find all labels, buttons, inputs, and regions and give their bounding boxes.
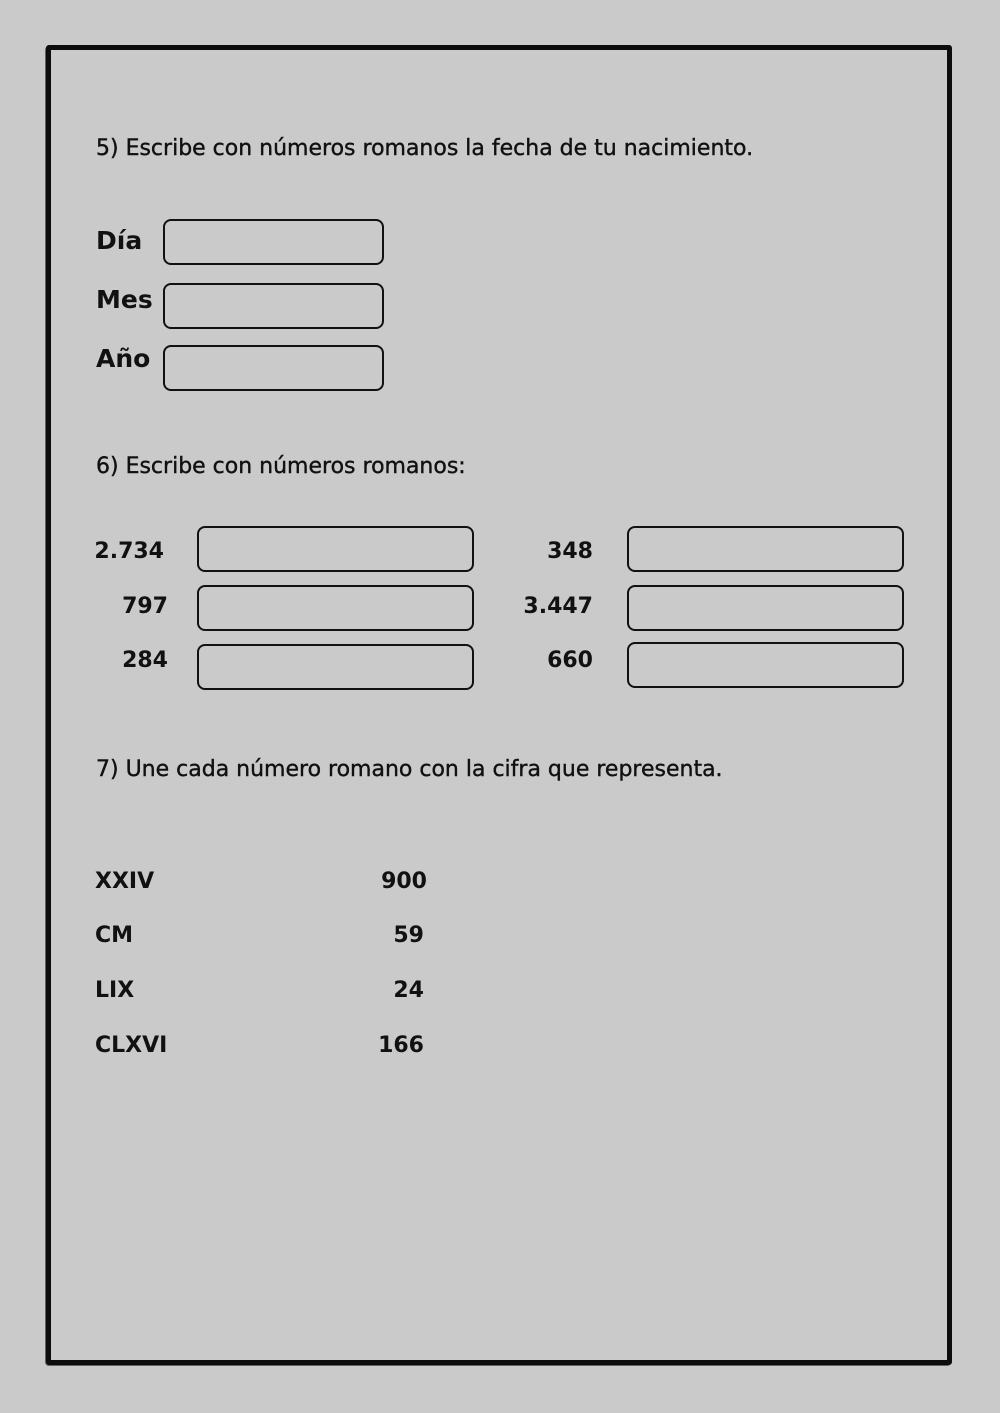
roman-item[interactable]: CM — [95, 923, 134, 948]
input-3447[interactable] — [627, 585, 904, 631]
input-2734[interactable] — [197, 526, 474, 572]
number-3447: 3.447 — [523, 594, 593, 619]
number-348: 348 — [547, 539, 593, 564]
input-284[interactable] — [197, 644, 474, 690]
question-7-title: 7) Une cada número romano con la cifra que representa. — [96, 757, 723, 782]
roman-item[interactable]: XXIV — [95, 869, 155, 894]
number-2734: 2.734 — [94, 539, 164, 564]
number-660: 660 — [547, 648, 593, 673]
input-mes[interactable] — [163, 283, 384, 329]
number-item[interactable]: 24 — [393, 978, 424, 1003]
input-ano[interactable] — [163, 345, 384, 391]
label-ano: Año — [96, 344, 151, 373]
label-dia: Día — [96, 226, 143, 255]
input-348[interactable] — [627, 526, 904, 572]
roman-item[interactable]: CLXVI — [95, 1033, 168, 1058]
number-item[interactable]: 900 — [381, 869, 427, 894]
number-item[interactable]: 59 — [393, 923, 424, 948]
question-5-title: 5) Escribe con números romanos la fecha de tu nacimiento. — [96, 136, 754, 161]
number-284: 284 — [122, 648, 168, 673]
question-6-title: 6) Escribe con números romanos: — [96, 454, 466, 479]
input-dia[interactable] — [163, 219, 384, 265]
number-797: 797 — [122, 594, 168, 619]
label-mes: Mes — [96, 285, 153, 314]
input-660[interactable] — [627, 642, 904, 688]
number-item[interactable]: 166 — [378, 1033, 424, 1058]
input-797[interactable] — [197, 585, 474, 631]
roman-item[interactable]: LIX — [95, 978, 135, 1003]
